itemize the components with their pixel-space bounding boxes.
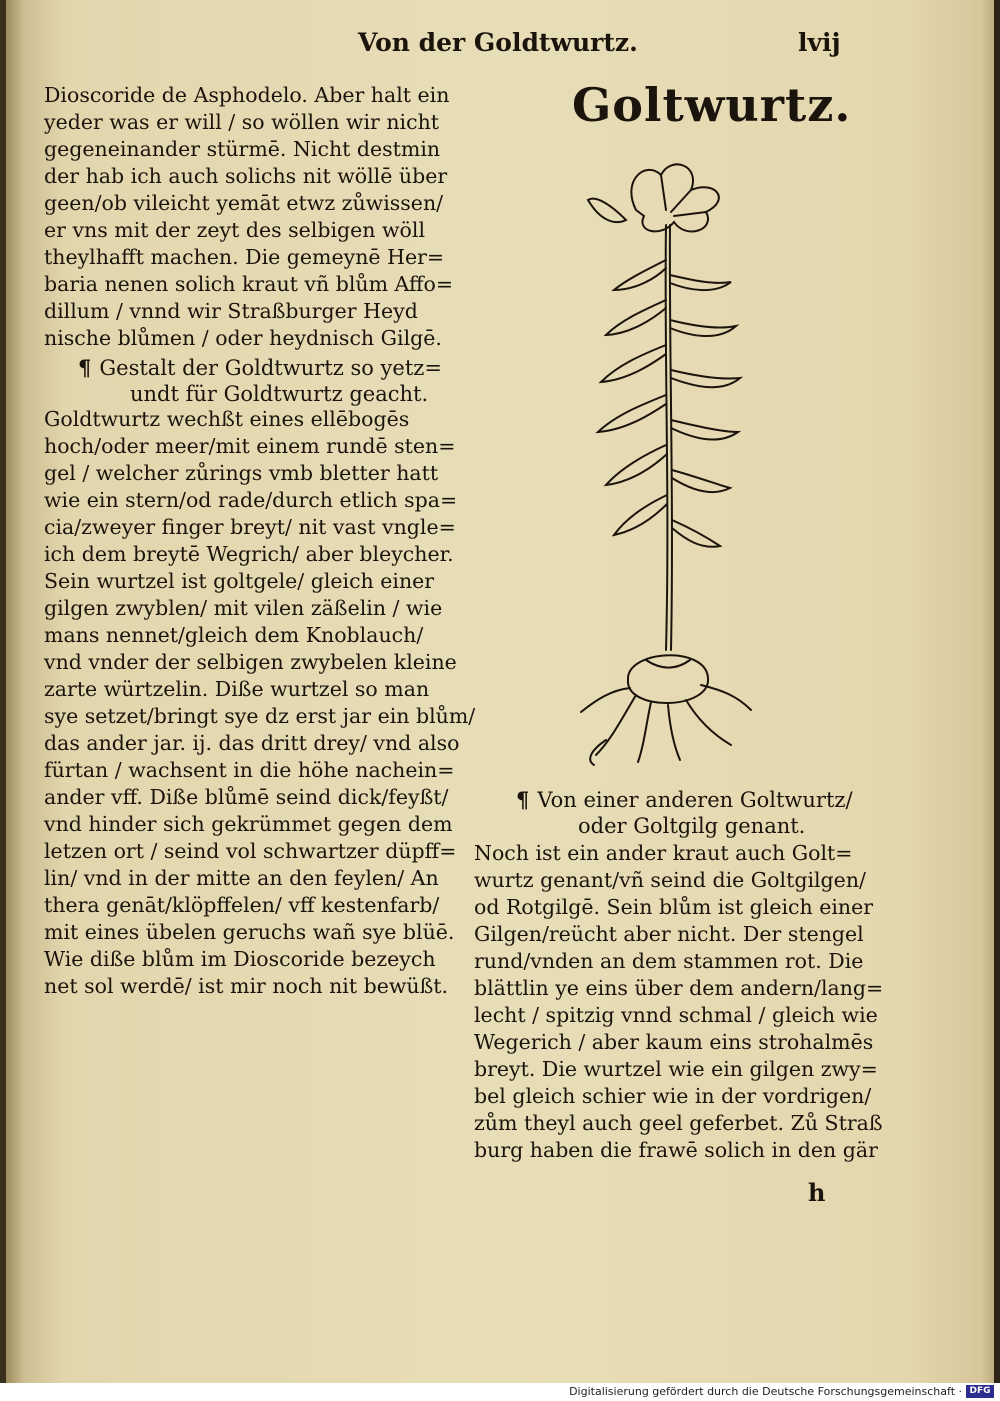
- text-line: mit eines übelen geruchs wañ sye blüē.: [44, 920, 455, 944]
- text-line: mans nennet/gleich dem Knoblauch/: [44, 623, 424, 647]
- text-line: cia/zweyer finger breyt/ nit vast vngle=: [44, 515, 456, 539]
- text-line: lin/ vnd in der mitte an den feylen/ An: [44, 866, 439, 890]
- text-line: zům theyl auch geel geferbet. Zů Straß: [474, 1111, 883, 1135]
- running-head: Von der Goldtwurtz.: [358, 28, 638, 57]
- lily-woodcut-icon: [566, 150, 766, 770]
- text-line: dillum / vnnd wir Straßburger Heyd: [44, 299, 418, 323]
- text-line: blättlin ye eins über dem andern/lang=: [474, 976, 884, 1000]
- text-line: rund/vnden an dem stammen rot. Die: [474, 949, 864, 973]
- text-line: bel gleich schier wie in der vordrigen/: [474, 1084, 872, 1108]
- text-line: od Rotgilgē. Sein blům ist gleich einer: [474, 895, 874, 919]
- text-line: geen/ob vileicht yemāt etwz zůwissen/: [44, 191, 444, 215]
- text-line: Dioscoride de Asphodelo. Aber halt ein: [44, 83, 450, 107]
- page-sheet: [6, 0, 996, 1383]
- signature-mark: h: [808, 1178, 826, 1207]
- text-line: Noch ist ein ander kraut auch Golt=: [474, 841, 853, 865]
- subheading-line: [78, 354, 442, 381]
- scan-right-edge: [994, 0, 1000, 1383]
- text-line: thera genāt/klöpffelen/ vff kestenfarb/: [44, 893, 440, 917]
- text-line: Sein wurtzel ist goltgele/ gleich einer: [44, 569, 435, 593]
- text-line: der hab ich auch solichs nit wöllē über: [44, 164, 448, 188]
- text-line: breyt. Die wurtzel wie ein gilgen zwy=: [474, 1057, 878, 1081]
- plant-title: Goltwurtz.: [572, 78, 852, 132]
- text-line: gilgen zwyblen/ mit vilen zäßelin / wie: [44, 596, 443, 620]
- text-line: fürtan / wachsent in die höhe nachein=: [44, 758, 455, 782]
- folio-number: lvij: [798, 28, 841, 57]
- subheading-text: Von einer anderen Goltwurtz/: [537, 788, 853, 812]
- text-line: vnd vnder der selbigen zwybelen kleine: [44, 650, 457, 674]
- left-column-bottom: [44, 406, 476, 1000]
- subheading-line: undt für Goldtwurtz geacht.: [130, 382, 429, 406]
- pilcrow-icon: ¶: [78, 355, 92, 380]
- text-line: net sol werdē/ ist mir noch nit bewüßt.: [44, 974, 449, 998]
- text-line: hoch/oder meer/mit einem rundē sten=: [44, 434, 456, 458]
- digitization-footer: [0, 1383, 1000, 1401]
- subheading-line: oder Goltgilg genant.: [578, 814, 806, 838]
- text-line: sye setzet/bringt sye dz erst jar ein blům/: [44, 704, 476, 728]
- text-line: lecht / spitzig vnnd schmal / gleich wie: [474, 1003, 878, 1027]
- text-line: gegeneinander stürmē. Nicht destmin: [44, 137, 441, 161]
- text-line: letzen ort / seind vol schwartzer düpff=: [44, 839, 457, 863]
- pilcrow-icon: ¶: [516, 787, 530, 812]
- left-column-top: [44, 82, 464, 352]
- subheading-line: [516, 786, 853, 813]
- text-line: baria nenen solich kraut vñ blům Affo=: [44, 272, 454, 296]
- text-line: ich dem breytē Wegrich/ aber bleycher.: [44, 542, 454, 566]
- subheading-other-goltwurtz: [516, 786, 853, 840]
- text-line: er vns mit der zeyt des selbigen wöll: [44, 218, 426, 242]
- text-line: ander vff. Diße blůmē seind dick/feyßt/: [44, 785, 449, 809]
- text-line: nische blůmen / oder heydnisch Gilgē.: [44, 326, 442, 350]
- text-line: Gilgen/reücht aber nicht. Der stengel: [474, 922, 864, 946]
- text-line: wurtz genant/vñ seind die Goltgilgen/: [474, 868, 866, 892]
- text-line: zarte würtzelin. Diße wurtzel so man: [44, 677, 430, 701]
- subheading-goldtwurtz: [78, 354, 442, 408]
- text-line: vnd hinder sich gekrümmet gegen dem: [44, 812, 453, 836]
- text-line: gel / welcher zůrings vmb bletter hatt: [44, 461, 439, 485]
- right-column: [474, 840, 894, 1164]
- dfg-logo-icon: DFG: [966, 1385, 994, 1398]
- text-line: Wegerich / aber kaum eins strohalmēs: [474, 1030, 874, 1054]
- subheading-text: Gestalt der Goldtwurtz so yetz=: [99, 356, 442, 380]
- text-line: das ander jar. ij. das dritt drey/ vnd also: [44, 731, 460, 755]
- text-line: yeder was er will / so wöllen wir nicht: [44, 110, 440, 134]
- footer-credit: Digitalisierung gefördert durch die Deutsche Forschungsgemeinschaft ·: [569, 1385, 962, 1398]
- text-line: theylhafft machen. Die gemeynē Her=: [44, 245, 445, 269]
- text-line: burg haben die frawē solich in den gär: [474, 1138, 878, 1162]
- text-line: Wie diße blům im Dioscoride bezeych: [44, 947, 436, 971]
- text-line: wie ein stern/od rade/durch etlich spa=: [44, 488, 458, 512]
- text-line: Goldtwurtz wechßt eines ellēbogēs: [44, 407, 410, 431]
